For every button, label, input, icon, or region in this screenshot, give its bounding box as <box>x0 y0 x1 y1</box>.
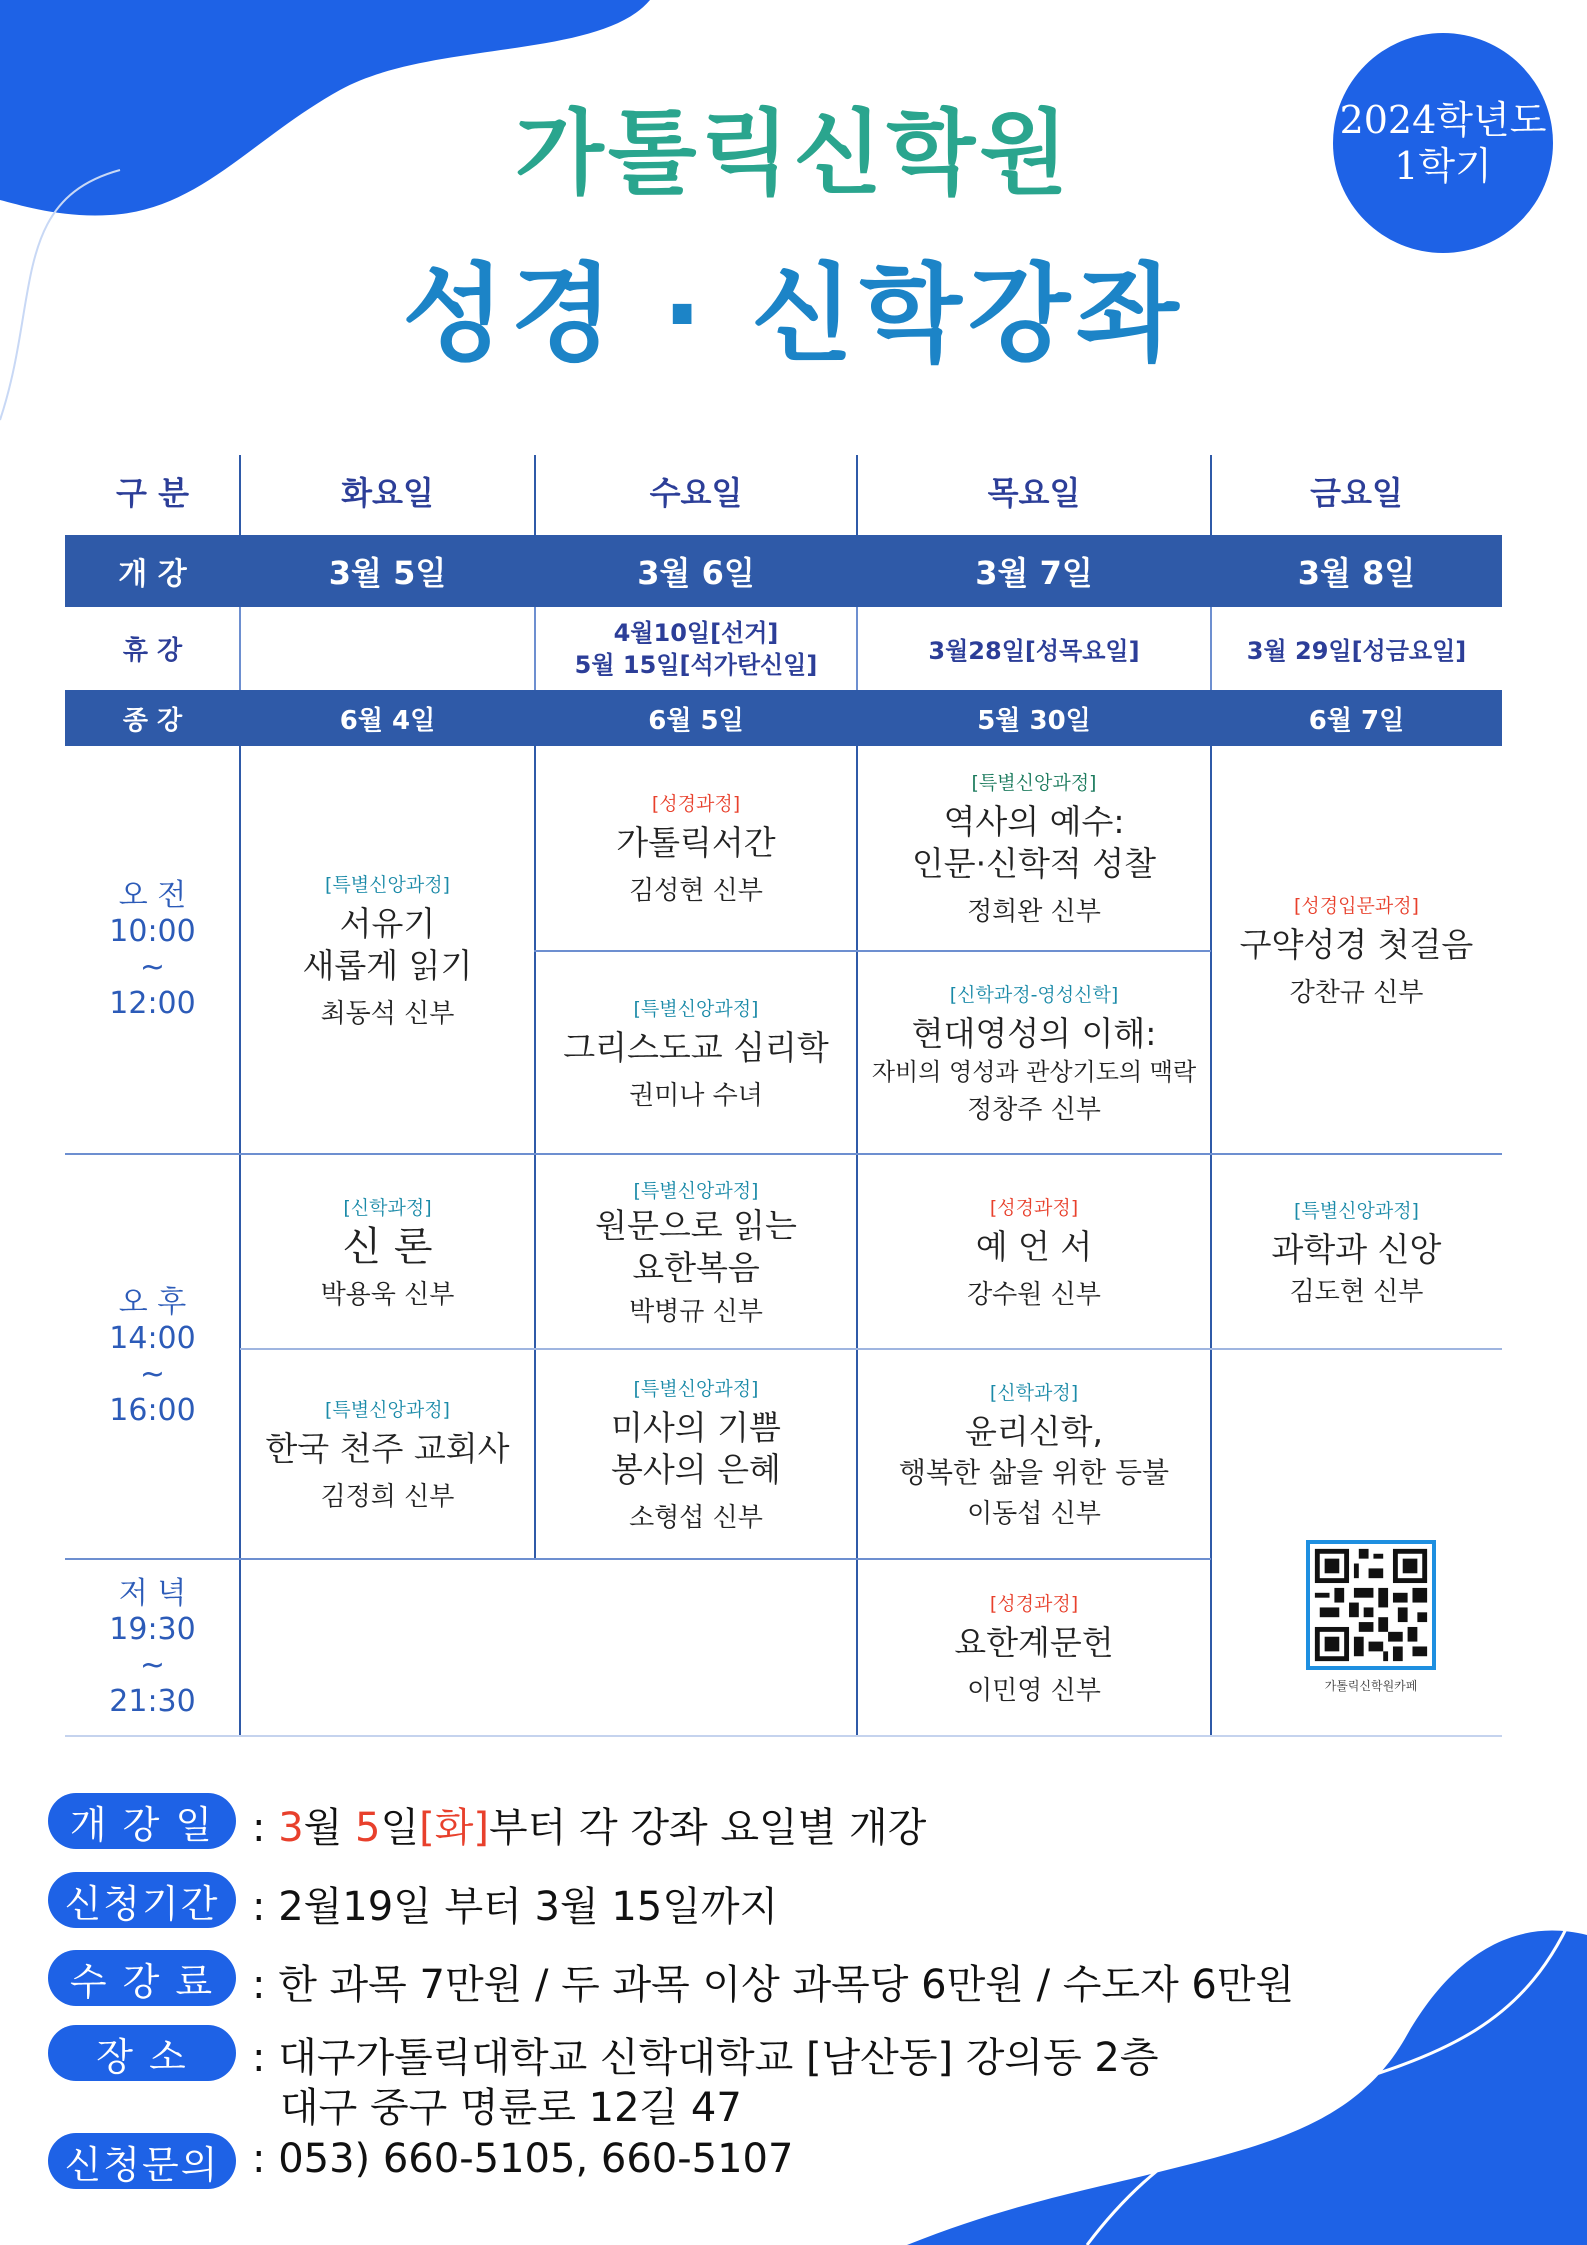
course-ev-thu <box>857 1560 1211 1735</box>
time-evening-start: 19:30 <box>109 1611 196 1647</box>
grid-line <box>239 607 241 690</box>
open-day-value <box>252 1796 926 1853</box>
badge-year: 2024학년도 <box>1339 98 1547 142</box>
course-name: 과학과 신앙 <box>1271 1229 1442 1269</box>
end-tue: 6월 4일 <box>339 705 436 736</box>
header-label: 구 분 <box>116 474 189 512</box>
open-day-weekday: [화] <box>419 1805 489 1851</box>
course-name: 미사의 기쁨 <box>611 1408 781 1447</box>
course-pm-thu-2 <box>857 1350 1211 1558</box>
course-name: 인문·신학적 성찰 <box>911 844 1157 883</box>
grid-line <box>856 607 858 690</box>
course-tag: [신학과정-영성신학] <box>949 983 1119 1006</box>
schedule-table <box>65 455 1502 1737</box>
time-morning-start: 10:00 <box>109 913 196 949</box>
qr-code[interactable] <box>1306 1540 1436 1670</box>
course-name: 윤리신학, <box>964 1412 1103 1451</box>
course-tag: [특별신앙과정] <box>971 772 1097 794</box>
label-inquiry: 신청문의 <box>48 2133 236 2189</box>
qr-code-icon <box>1310 1544 1432 1666</box>
course-tag: [특별신앙과정] <box>1294 1199 1419 1222</box>
course-instructor: 권미나 수녀 <box>629 1080 763 1111</box>
label-place: 장 소 <box>48 2025 236 2081</box>
course-pm-wed-1 <box>535 1155 857 1348</box>
end-fri: 6월 7일 <box>1308 705 1405 736</box>
qr-caption: 가톨릭신학원카페 <box>1324 1679 1418 1693</box>
day-fri: 금요일 <box>1310 474 1403 512</box>
break-wed-line1: 4월10일[선거] <box>613 618 779 647</box>
grid-line <box>1210 607 1212 690</box>
course-name: 요한복음 <box>632 1247 760 1287</box>
day-thu: 목요일 <box>987 474 1081 512</box>
time-evening <box>65 1560 240 1735</box>
course-instructor: 김성현 신부 <box>629 876 763 906</box>
break-thu: 3월28일[성목요일] <box>928 637 1140 665</box>
grid-line <box>65 1735 1502 1737</box>
break-label: 휴 강 <box>122 636 183 666</box>
course-tag: [특별신앙과정] <box>325 873 450 896</box>
course-instructor: 강찬규 신부 <box>1289 977 1424 1008</box>
course-instructor: 이동섭 신부 <box>967 1499 1101 1529</box>
time-afternoon-label: 오 후 <box>118 1284 187 1320</box>
time-evening-end: 21:30 <box>109 1683 196 1719</box>
course-name: 요한계문헌 <box>954 1622 1114 1662</box>
open-day-date: 5 <box>355 1805 381 1851</box>
course-instructor: 최동석 신부 <box>320 998 455 1029</box>
course-name: 가톨릭서간 <box>616 823 776 862</box>
open-day-month-unit: 월 <box>303 1805 356 1851</box>
course-pm-fri <box>1211 1155 1502 1348</box>
fee-value: : 한 과목 7만원 / 두 과목 이상 과목당 6만원 / 수도자 6만원 <box>252 1962 1295 2008</box>
break-wed-line2: 5월 15일[석가탄신일] <box>574 650 818 679</box>
grid-line <box>534 607 536 690</box>
time-morning-label: 오 전 <box>118 877 187 913</box>
course-name: 현대영성의 이해: <box>911 1013 1157 1053</box>
grid-line <box>534 455 536 535</box>
course-subtitle: 자비의 영성과 관상기도의 맥락 <box>871 1057 1197 1086</box>
course-am-tue <box>240 746 535 1153</box>
course-name: 원문으로 읽는 <box>595 1205 797 1245</box>
break-tue <box>240 607 535 690</box>
time-afternoon-end: 16:00 <box>109 1392 196 1428</box>
course-am-thu-1 <box>857 746 1211 950</box>
place-address: 대구 중구 명륜로 12길 47 <box>280 2085 742 2131</box>
label-open-day: 개 강 일 <box>48 1793 236 1849</box>
inquiry-value: : 053) 660-5105, 660-5107 <box>252 2136 794 2182</box>
course-name: 봉사의 은혜 <box>611 1450 781 1489</box>
open-tue: 3월 5일 <box>328 554 447 592</box>
badge-term: 1학기 <box>1394 144 1492 188</box>
open-thu: 3월 7일 <box>975 554 1093 592</box>
course-am-thu-2 <box>857 952 1211 1153</box>
end-wed: 6월 5일 <box>648 705 744 736</box>
course-name: 한국 천주 교회사 <box>265 1429 510 1468</box>
grid-line <box>1210 455 1212 535</box>
break-fri: 3월 29일[성금요일] <box>1246 637 1467 665</box>
course-name: 구약성경 첫걸음 <box>1239 924 1474 964</box>
course-tag: [신학과정] <box>989 1382 1079 1404</box>
course-tag: [신학과정] <box>343 1196 432 1219</box>
course-name: 새롭게 읽기 <box>302 945 473 985</box>
grid-line <box>856 455 858 535</box>
course-instructor: 정희완 신부 <box>967 897 1101 927</box>
time-evening-label: 저 녁 <box>118 1575 187 1611</box>
course-instructor: 강수원 신부 <box>967 1279 1101 1310</box>
open-label: 개 강 <box>118 557 187 592</box>
grid-line <box>239 455 241 535</box>
course-name: 행복한 삶을 위한 등불 <box>898 1456 1170 1489</box>
open-fri: 3월 8일 <box>1297 554 1416 592</box>
course-instructor: 소형섭 신부 <box>629 1503 763 1533</box>
time-afternoon-start: 14:00 <box>109 1320 196 1356</box>
title-line2: 성경 · 신학강좌 <box>402 253 1185 376</box>
day-tue: 화요일 <box>341 474 434 512</box>
course-tag: [성경입문과정] <box>1294 894 1419 917</box>
open-day-colon: : <box>252 1805 279 1851</box>
course-pm-thu-1 <box>857 1155 1211 1348</box>
course-tag: [성경과정] <box>651 793 741 815</box>
time-morning-tilde: ~ <box>139 949 166 985</box>
end-thu: 5월 30일 <box>977 705 1091 736</box>
course-pm-wed-2 <box>535 1350 857 1558</box>
course-instructor: 박병규 신부 <box>629 1296 763 1327</box>
course-name: 역사의 예수: <box>943 802 1125 841</box>
course-instructor: 김도현 신부 <box>1289 1276 1424 1307</box>
course-am-wed-1 <box>535 746 857 950</box>
time-afternoon <box>65 1155 240 1558</box>
course-pm-tue-1 <box>240 1155 535 1348</box>
apply-period-value: : 2월19일 부터 3월 15일까지 <box>252 1884 779 1930</box>
time-evening-tilde: ~ <box>139 1647 166 1683</box>
course-tag: [특별신앙과정] <box>633 1378 759 1400</box>
course-am-fri <box>1211 746 1502 1153</box>
course-am-wed-2 <box>535 952 857 1153</box>
course-name: 그리스도교 심리학 <box>563 1027 829 1067</box>
day-wed: 수요일 <box>649 474 743 512</box>
course-instructor: 이민영 신부 <box>967 1675 1101 1706</box>
course-tag: [특별신앙과정] <box>325 1399 450 1421</box>
end-label: 종 강 <box>122 705 183 736</box>
course-instructor: 김정희 신부 <box>320 1482 455 1512</box>
time-morning-end: 12:00 <box>109 985 196 1021</box>
open-day-date-unit: 일 <box>380 1805 420 1851</box>
course-instructor: 정창주 신부 <box>967 1094 1101 1125</box>
course-tag: [특별신앙과정] <box>633 997 759 1020</box>
course-name: 서유기 <box>339 903 436 943</box>
course-tag: [특별신앙과정] <box>633 1179 759 1202</box>
time-afternoon-tilde: ~ <box>139 1356 166 1392</box>
label-apply-period: 신청기간 <box>48 1872 236 1928</box>
place-value: : 대구가톨릭대학교 신학대학교 [남산동] 강의동 2층 <box>252 2035 1159 2081</box>
course-name: 신 론 <box>342 1223 433 1270</box>
title-line1: 가톨릭신학원 <box>514 100 1073 207</box>
course-name: 예 언 서 <box>975 1226 1093 1266</box>
open-wed: 3월 6일 <box>637 554 755 592</box>
semester-badge <box>1333 33 1553 253</box>
course-tag: [성경과정] <box>989 1196 1079 1219</box>
course-instructor: 박용욱 신부 <box>320 1279 455 1310</box>
course-pm-tue-2 <box>240 1350 535 1558</box>
course-tag: [성경과정] <box>989 1592 1079 1615</box>
open-day-month: 3 <box>278 1805 304 1851</box>
label-fee: 수 강 료 <box>48 1950 236 2006</box>
time-morning <box>65 746 240 1153</box>
open-day-desc: 부터 각 강좌 요일별 개강 <box>488 1805 927 1851</box>
break-wed <box>535 607 857 690</box>
